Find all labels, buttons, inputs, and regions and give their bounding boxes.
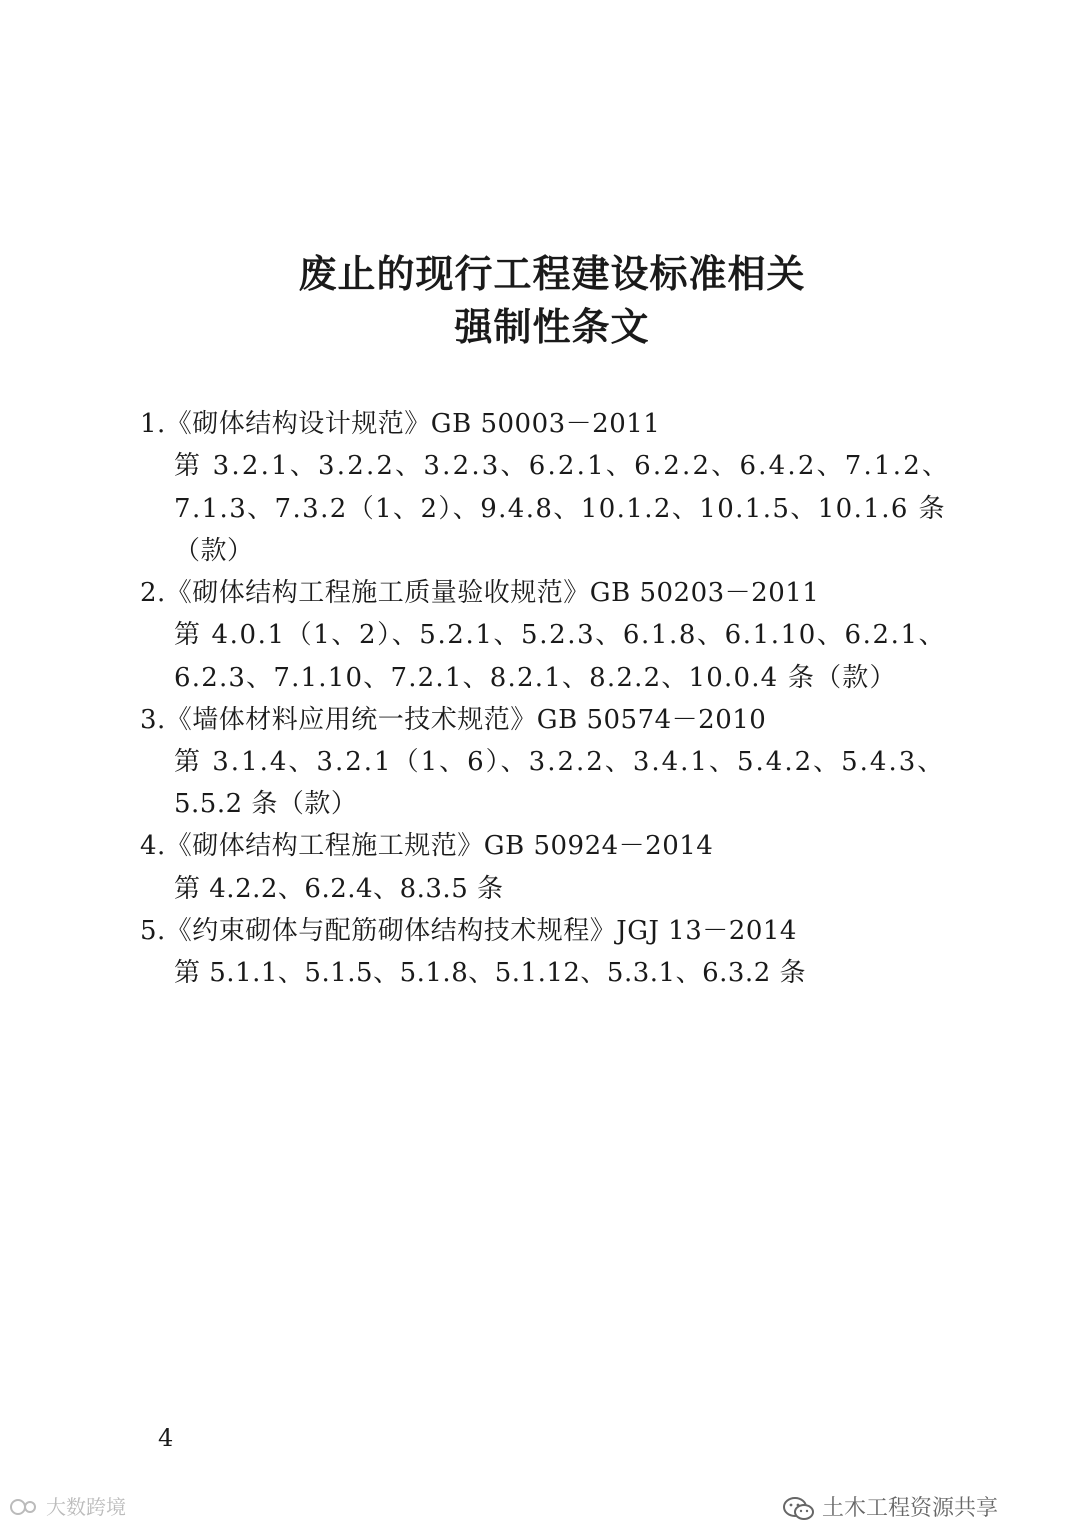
page-title-line-1: 废止的现行工程建设标准相关 [298, 251, 806, 296]
entry-heading: 1.《砌体结构设计规范》GB 50003－2011 [140, 409, 661, 439]
entry-heading: 2.《砌体结构工程施工质量验收规范》GB 50203－2011 [140, 578, 820, 608]
page-title-line-2: 强制性条文 [454, 304, 650, 349]
entry-line: 第 5.1.1、5.1.5、5.1.8、5.1.12、5.3.1、6.3.2 条 [174, 958, 807, 988]
entry-heading: 3.《墙体材料应用统一技术规范》GB 50574－2010 [140, 705, 767, 735]
watermark-left [10, 1496, 126, 1518]
entry-line: （款） [174, 536, 254, 566]
entry-line: 6.2.3、7.1.10、7.2.1、8.2.1、8.2.2、10.0.4 条（款） [174, 663, 897, 693]
entry-line: 7.1.3、7.3.2（1、2）、9.4.8、10.1.2、10.1.5、10.1.6 条 [174, 494, 946, 524]
watermark-right [782, 1496, 998, 1522]
watermark-left-text: 大数跨境 [46, 1495, 126, 1519]
entry-heading: 5.《约束砌体与配筋砌体结构技术规程》JGJ 13－2014 [140, 916, 797, 946]
entry-line: 第 3.2.1、3.2.2、3.2.3、6.2.1、6.2.2、6.4.2、7.1.2、 [174, 451, 951, 481]
entry-line: 第 4.2.2、6.2.4、8.3.5 条 [174, 874, 504, 904]
entry-line: 第 3.1.4、3.2.1（1、6）、3.2.2、3.4.1、5.4.2、5.4.3、 [174, 747, 946, 777]
wechat-icon [782, 1496, 816, 1522]
entry-line: 5.5.2 条（款） [174, 789, 358, 819]
watermark-right-text: 土木工程资源共享 [822, 1496, 999, 1521]
entry-heading: 4.《砌体结构工程施工规范》GB 50924－2014 [140, 831, 714, 861]
entry-line: 第 4.0.1（1、2）、5.2.1、5.2.3、6.1.8、6.1.10、6.2.1、 [174, 620, 947, 650]
page-number: 4 [158, 1424, 174, 1452]
logo-icon [10, 1496, 40, 1518]
